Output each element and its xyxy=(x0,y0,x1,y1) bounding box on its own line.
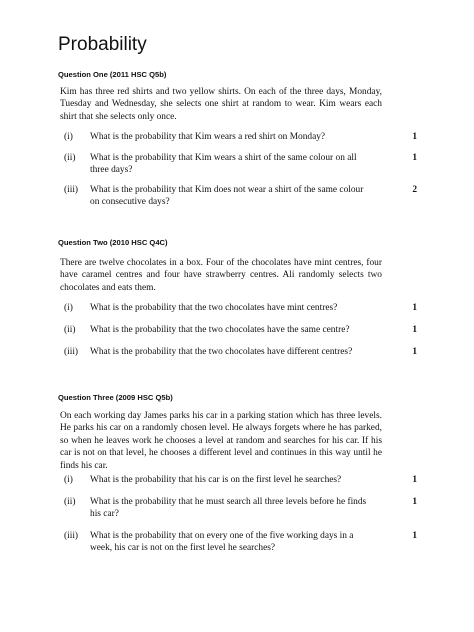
part-marks: 1 xyxy=(412,132,417,142)
part-number: (i) xyxy=(64,303,73,313)
part-marks: 1 xyxy=(412,303,417,313)
question-one-stem: Kim has three red shirts and two yellow shirts. On each of the three days, Monday, Tuesday and Wednesday, she selects one shirt at random to wear. Kim wears each shirt that she selects only once. xyxy=(60,87,382,122)
part-marks: 2 xyxy=(412,185,417,195)
question-one-part-ii xyxy=(60,152,417,178)
question-three-part-iii xyxy=(60,530,417,556)
part-text: What is the probability that the two chocolates have the same centre? xyxy=(90,325,350,335)
part-text: What is the probability that he must search all three levels before he finds his car? xyxy=(90,497,367,520)
part-number: (iii) xyxy=(64,347,79,357)
part-text: What is the probability that Kim wears a red shirt on Monday? xyxy=(90,132,326,142)
page-title: Probability xyxy=(58,34,147,55)
question-one-part-iii xyxy=(60,184,417,210)
part-marks: 1 xyxy=(412,531,417,541)
part-marks: 1 xyxy=(412,475,417,485)
question-three-heading: Question Three (2009 HSC Q5b) xyxy=(58,393,173,402)
part-number: (ii) xyxy=(64,325,76,335)
part-text: What is the probability that Kim wears a shirt of the same colour on all three days? xyxy=(90,153,357,176)
question-three-part-ii xyxy=(60,496,417,522)
part-marks: 1 xyxy=(412,347,417,357)
part-text: What is the probability that his car is on the first level he searches? xyxy=(90,475,342,485)
part-number: (i) xyxy=(64,475,73,485)
part-number: (ii) xyxy=(64,153,76,163)
part-text: What is the probability that on every one of the five working days in a week, his car is not on the first level he searches? xyxy=(90,531,354,554)
question-two-part-iii xyxy=(60,346,417,372)
part-marks: 1 xyxy=(412,497,417,507)
question-two-heading: Question Two (2010 HSC Q4C) xyxy=(58,238,168,247)
part-number: (iii) xyxy=(64,531,79,541)
part-number: (ii) xyxy=(64,497,76,507)
part-text: What is the probability that Kim does not wear a shirt of the same colour on consecutive days? xyxy=(90,185,364,208)
part-marks: 1 xyxy=(412,325,417,335)
question-two-stem: There are twelve chocolates in a box. Four of the chocolates have mint centres, four have caramel centres and four have strawberry centres. Ali randomly selects two chocolates and eats them. xyxy=(60,258,382,293)
question-one-heading: Question One (2011 HSC Q5b) xyxy=(58,70,167,79)
part-marks: 1 xyxy=(412,153,417,163)
question-three-stem: On each working day James parks his car in a parking station which has three levels. He parks his car on a randomly chosen level. He always forgets where he has parked, so when he leaves work he chooses a level at random and searches for his car. If his car is not on that level, he chooses a different level and continues in this way until he finds his car. xyxy=(60,411,382,471)
part-text: What is the probability that the two chocolates have mint centres? xyxy=(90,303,338,313)
part-number: (i) xyxy=(64,132,73,142)
part-text: What is the probability that the two chocolates have different centres? xyxy=(90,347,353,357)
part-number: (iii) xyxy=(64,185,79,195)
